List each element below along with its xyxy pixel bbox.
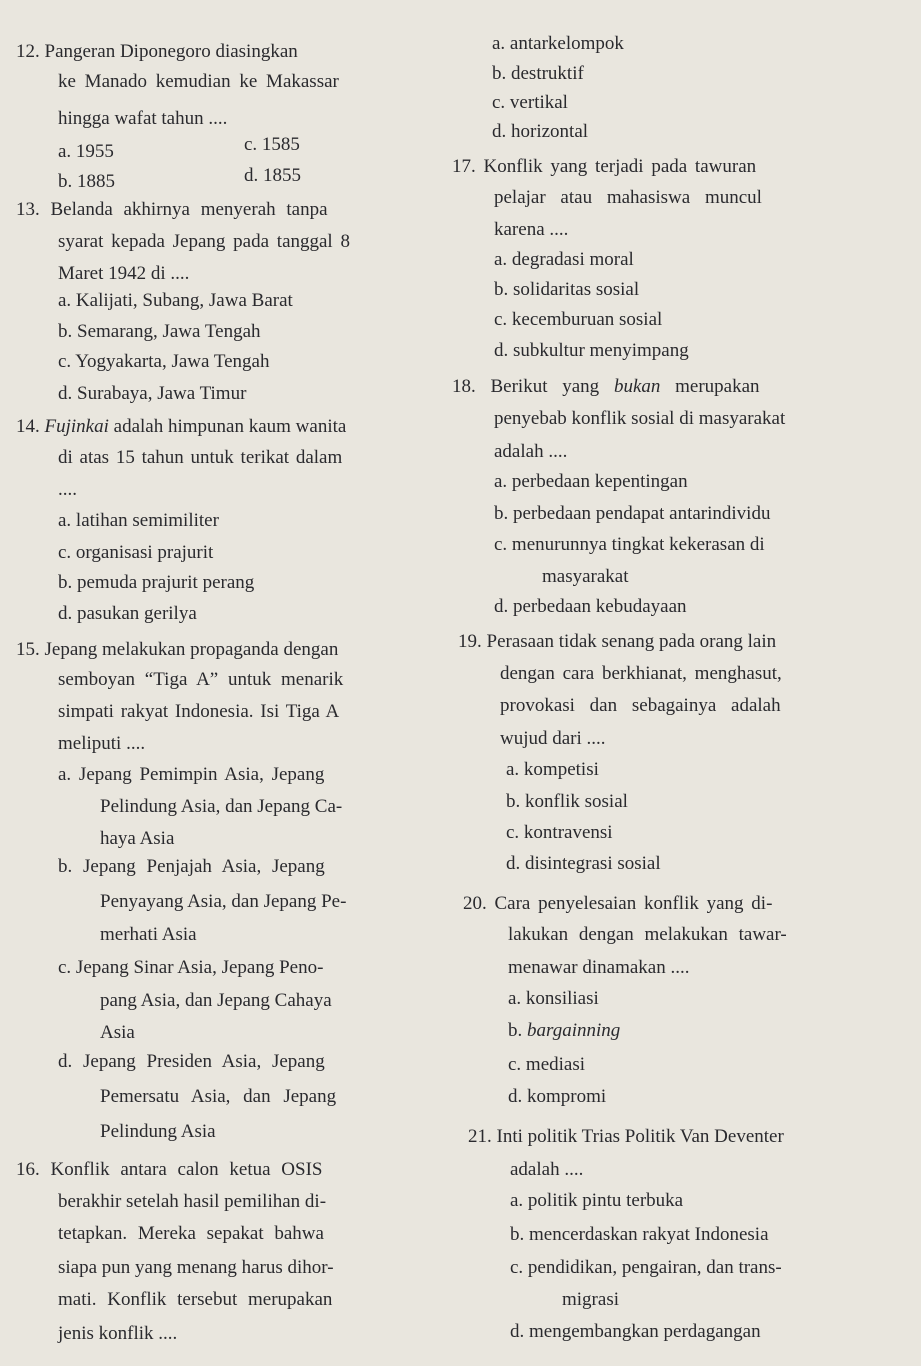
q12-option-c: c. 1585	[244, 134, 300, 155]
q14-term: Fujinkai	[44, 416, 109, 437]
q15-stem-4: meliputi ....	[58, 733, 146, 754]
q21-stem-2: adalah ....	[510, 1159, 584, 1180]
q15-option-d-2: Pemersatu Asia, dan Jepang	[100, 1086, 337, 1107]
q15-option-c-3: Asia	[100, 1022, 135, 1043]
q19-stem-1: 19. Perasaan tidak senang pada orang lain	[458, 631, 777, 652]
q14-option-c: c. organisasi prajurit	[58, 542, 214, 563]
q18-term: bukan	[613, 376, 661, 397]
q17-stem-1: 17. Konflik yang terjadi pada tawuran	[452, 156, 757, 177]
q18-option-d: d. perbedaan kebudayaan	[494, 596, 687, 617]
q13-option-a: a. Kalijati, Subang, Jawa Barat	[58, 290, 293, 311]
q17-stem-3: karena ....	[494, 219, 569, 240]
q14-stem-rest: adalah himpunan kaum wanita	[113, 416, 347, 437]
q12-stem-1: 12. Pangeran Diponegoro diasingkan	[16, 41, 298, 62]
q19-option-b: b. konflik sosial	[506, 791, 628, 812]
q20-stem-1: 20. Cara penyelesaian konflik yang di-	[463, 893, 773, 914]
q21-stem-1: 21. Inti politik Trias Politik Van Deventer	[468, 1126, 784, 1147]
q18-stem-2: penyebab konflik sosial di masyarakat	[494, 408, 786, 429]
q14-option-a: a. latihan semimiliter	[58, 510, 219, 531]
q18-option-c-1: c. menurunnya tingkat kekerasan di	[494, 534, 765, 555]
q17-option-d: d. subkultur menyimpang	[494, 340, 689, 361]
q18-stem-3: adalah ....	[494, 441, 568, 462]
q13-stem-1: 13. Belanda akhirnya menyerah tanpa	[16, 199, 328, 220]
q16-stem-5: mati. Konflik tersebut merupakan	[58, 1289, 333, 1310]
q17-stem-2: pelajar atau mahasiswa muncul	[494, 187, 762, 208]
q19-option-d: d. disintegrasi sosial	[506, 853, 661, 874]
q14-option-d: d. pasukan gerilya	[58, 603, 197, 624]
q18-option-a: a. perbedaan kepentingan	[494, 471, 688, 492]
q18-stem-1	[452, 375, 760, 399]
q15-option-a-1: a. Jepang Pemimpin Asia, Jepang	[58, 764, 325, 785]
q21-option-b: b. mencerdaskan rakyat Indonesia	[510, 1224, 769, 1245]
q17-option-c: c. kecemburuan sosial	[494, 309, 663, 330]
q15-option-b-2: Penyayang Asia, dan Jepang Pe-	[100, 891, 347, 912]
q15-stem-2: semboyan “Tiga A” untuk menarik	[58, 669, 344, 690]
q18-option-b: b. perbedaan pendapat antarindividu	[494, 503, 771, 524]
q20-stem-3: menawar dinamakan ....	[508, 957, 690, 978]
q15-option-a-3: haya Asia	[100, 828, 175, 849]
q15-stem-3: simpati rakyat Indonesia. Isi Tiga A	[58, 701, 340, 722]
q12-option-b: b. 1885	[58, 171, 115, 192]
q14-stem-2: di atas 15 tahun untuk terikat dalam	[58, 447, 343, 468]
q16-option-b: b. destruktif	[492, 63, 584, 84]
q14-stem-1	[16, 415, 346, 439]
q18-option-c-2: masyarakat	[542, 566, 629, 587]
q16-option-a: a. antarkelompok	[492, 33, 624, 54]
q13-option-b: b. Semarang, Jawa Tengah	[58, 321, 261, 342]
q16-stem-4: siapa pun yang menang harus dihor-	[58, 1257, 334, 1278]
q21-option-a: a. politik pintu terbuka	[510, 1190, 684, 1211]
q15-option-d-3: Pelindung Asia	[100, 1121, 216, 1142]
q20-option-b-letter: b.	[508, 1020, 523, 1041]
q12-option-d: d. 1855	[244, 165, 301, 186]
q20-option-b	[508, 1019, 620, 1043]
q18-stem-suffix: merupakan	[675, 376, 760, 397]
q19-option-a: a. kompetisi	[506, 759, 599, 780]
q21-option-c-2: migrasi	[562, 1289, 619, 1310]
q14-number: 14.	[16, 416, 40, 437]
q12-line-1	[16, 40, 420, 64]
q16-stem-3: tetapkan. Mereka sepakat bahwa	[58, 1223, 324, 1244]
q17-option-b: b. solidaritas sosial	[494, 279, 640, 300]
q16-stem-6: jenis konflik ....	[58, 1323, 178, 1344]
q16-option-c: c. vertikal	[492, 92, 568, 113]
q15-option-d-1: d. Jepang Presiden Asia, Jepang	[58, 1051, 325, 1072]
q13-stem-2: syarat kepada Jepang pada tanggal 8	[58, 231, 350, 252]
q13-option-c: c. Yogyakarta, Jawa Tengah	[58, 351, 270, 372]
q16-option-d: d. horizontal	[492, 121, 589, 142]
q12-stem-2: ke Manado kemudian ke Makassar	[58, 71, 339, 92]
q21-option-d: d. mengembangkan perdagangan	[510, 1321, 761, 1342]
q16-stem-1: 16. Konflik antara calon ketua OSIS	[16, 1159, 323, 1180]
q13-option-d: d. Surabaya, Jawa Timur	[58, 383, 247, 404]
q20-option-b-term: bargainning	[527, 1020, 621, 1041]
q19-option-c: c. kontravensi	[506, 822, 613, 843]
q15-option-b-1: b. Jepang Penjajah Asia, Jepang	[58, 856, 325, 877]
q12-option-a: a. 1955	[58, 141, 114, 162]
q21-option-c-1: c. pendidikan, pengairan, dan trans-	[510, 1257, 782, 1278]
q14-option-b: b. pemuda prajurit perang	[58, 572, 255, 593]
q15-option-b-3: merhati Asia	[100, 924, 197, 945]
q19-stem-2: dengan cara berkhianat, menghasut,	[500, 663, 782, 684]
q14-stem-3: ....	[58, 479, 77, 500]
q16-stem-2: berakhir setelah hasil pemilihan di-	[58, 1191, 327, 1212]
q15-option-c-1: c. Jepang Sinar Asia, Jepang Peno-	[58, 957, 324, 978]
q15-stem-1: 15. Jepang melakukan propaganda dengan	[16, 639, 339, 660]
q17-option-a: a. degradasi moral	[494, 249, 634, 270]
q20-option-a: a. konsiliasi	[508, 988, 599, 1009]
q12-stem-3: hingga wafat tahun ....	[58, 108, 228, 129]
q15-option-a-2: Pelindung Asia, dan Jepang Ca-	[100, 796, 343, 817]
q19-stem-3: provokasi dan sebagainya adalah	[500, 695, 781, 716]
q13-stem-3: Maret 1942 di ....	[58, 263, 190, 284]
q20-stem-2: lakukan dengan melakukan tawar-	[508, 924, 787, 945]
q20-option-c: c. mediasi	[508, 1054, 586, 1075]
q19-stem-4: wujud dari ....	[500, 728, 606, 749]
q18-stem-prefix: 18. Berikut yang	[452, 376, 600, 397]
q20-option-d: d. kompromi	[508, 1086, 607, 1107]
q15-option-c-2: pang Asia, dan Jepang Cahaya	[100, 990, 332, 1011]
